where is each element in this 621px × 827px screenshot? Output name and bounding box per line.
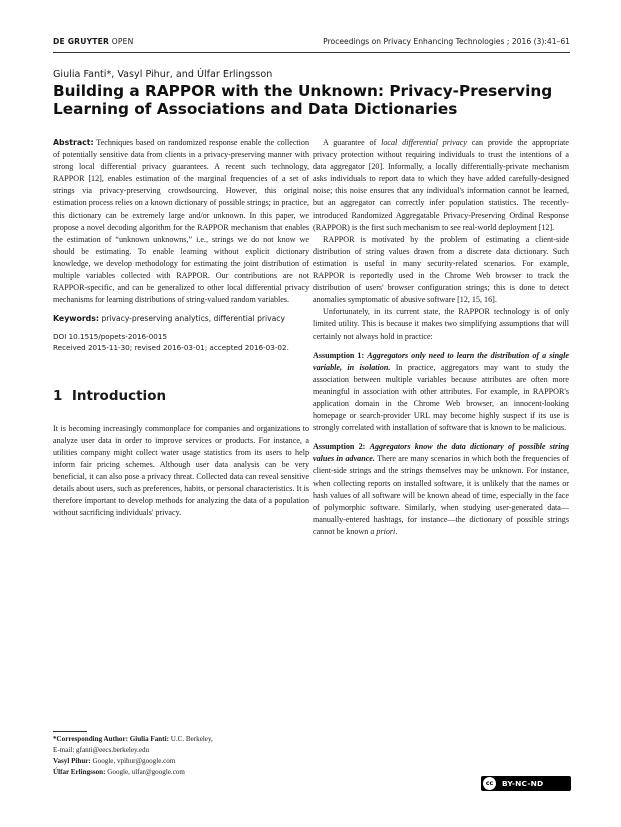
paragraph-limitations: Unfortunately, in its current state, the RAPPOR technology is of only limited utility. This is because it makes two simplifying assumptions that will certainly not always hold in practice: [313, 307, 569, 341]
abstract [53, 137, 309, 306]
p1-italic: local differential privacy [381, 138, 467, 147]
license-label: BY-NC-ND [502, 779, 544, 788]
corresponding-affil: U.C. Berkeley, [168, 735, 213, 743]
assumption-2-end: . [395, 526, 398, 536]
publisher-bold: DE GRUYTER [53, 37, 110, 46]
assumption-1-text: In practice, aggregators may want to study the association between multiple variables because attributes are often more meaningful in association with other attributes. For example, in RAPPOR's application domain in the Chrome Web browser, an innocent-looking homepage or search-provider URL may become highly suspect if its use is strongly correlated with installation of software that is known to be malicious. [313, 362, 569, 433]
keywords-label: Keywords: [53, 314, 100, 324]
left-column [53, 137, 309, 519]
section-title: Introduction [71, 388, 167, 405]
publisher-rest: OPEN [109, 37, 134, 46]
section-number: 1 [53, 388, 63, 405]
p1-before: A guarantee of [323, 138, 382, 147]
assumption-2 [313, 441, 569, 538]
right-column [313, 137, 569, 538]
assumption-1-label: Assumption 1: [313, 350, 365, 360]
assumption-2-text: There are many scenarios in which both the frequencies of client-side strings and the strings themselves may be unknown. For instance, when collecting reports on installed software, it is unlikely that the names or hash values of all software will be known ahead of time, especially in the face of polymorphic software. Similarly, when studying user-generated data—manually-entered hashtags, for instance—the dictionary of possible strings cannot be known [313, 454, 569, 536]
paragraph-rappor-motivation: RAPPOR is motivated by the problem of estimating a client-side distribution of string values drawn from a discrete data dictionary. Such estimation is useful in many security-related scenarios. For example, RAPPOR is reportedly used in the Chrome Web browser to track the distribution of users' browser configuration strings; this is done to detect anomalies symptomatic of abusive software [12, 15, 16]. [313, 234, 569, 305]
footnotes [53, 734, 309, 778]
paragraph-local-dp [313, 137, 569, 234]
footnote-corresponding [53, 734, 309, 745]
pihur-label: Vasyl Pihur: [53, 757, 91, 765]
creative-commons-icon: cc [483, 777, 496, 790]
journal-citation: Proceedings on Privacy Enhancing Technologies ; 2016 (3):41–61 [323, 37, 570, 46]
abstract-text: Techniques based on randomized response enable the collection of potentially sensitive data from clients in a privacy-preserving manner with strong local differential privacy guarantees. A recent such technology, RAPPOR [12], enables estimation of the marginal frequencies of a set of strings via privacy-preserving crowdsourcing. However, this original estimation process relies on a known dictionary of possible strings; in practice, this dictionary can be extremely large and/or unknown. In this paper, we propose a novel decoding algorithm for the RAPPOR mechanism that enables the estimation of “unknown unknowns,” i.e., strings we do not know we should be estimating. To enable learning without explicit dictionary knowledge, we develop methodology for estimating the joint distribution of multiple variables collected with RAPPOR. Our contributions are not RAPPOR-specific, and can be generalized to other local differential privacy mechanisms for learning distributions of string-valued random variables. [53, 138, 309, 305]
assumption-1 [313, 350, 569, 435]
publisher-name [53, 37, 134, 46]
cc-license-badge[interactable] [481, 776, 571, 791]
abstract-label: Abstract: [53, 138, 94, 147]
keywords-text: privacy-preserving analytics, differential privacy [99, 314, 285, 324]
erlingsson-text: Google, ulfar@google.com [105, 768, 185, 776]
corresponding-label: *Corresponding Author: Giulia Fanti: [53, 735, 169, 743]
footnote-rule [53, 731, 87, 732]
author-list: Giulia Fanti*, Vasyl Pihur, and Úlfar Erlingsson [53, 69, 273, 80]
footnote-erlingsson [53, 767, 309, 778]
pihur-text: Google, vpihur@google.com [90, 757, 176, 765]
section-heading [53, 388, 309, 405]
header-rule [53, 52, 570, 53]
doi: DOI 10.1515/popets-2016-0015 [53, 332, 168, 342]
paper-title: Building a RAPPOR with the Unknown: Privacy-Preserving Learning of Associations and Data Dictionaries [53, 82, 553, 118]
assumption-2-label: Assumption 2: [313, 442, 366, 452]
doi-block [53, 332, 309, 353]
intro-paragraph: It is becoming increasingly commonplace for companies and organizations to analyze user data in order to improve services or products. For instance, a utilities company might collect water usage statistics from its users to help inform fair pricing schemes. Although user data analysis can be very beneficial, it can also pose a privacy threat. Collected data can reveal sensitive details about users, such as preferences, habits, or personal characteristics. It is therefore important to develop methods for analyzing the data of a population without sacrificing individuals' privacy. [53, 423, 309, 518]
erlingsson-label: Úlfar Erlingsson: [53, 768, 106, 776]
p1-after: can provide the appropriate privacy protection without requiring individuals to trust the intentions of a data aggregator [20]. Informally, a locally differentially-private mechanism asks individuals to report data to which they have added carefully-designed noise; this noise ensures that any individual's information cannot be learned, but an aggregator can correctly infer population statistics. The recently-introduced Randomized Aggregatable Privacy-Preserving Ordinal Response (RAPPOR) is the first such mechanism to see real-world deployment [12]. [313, 138, 569, 232]
assumption-2-italic-end: a priori [370, 526, 396, 536]
footnote-pihur [53, 756, 309, 767]
received-dates: Received 2015-11-30; revised 2016-03-01; accepted 2016-03-02. [53, 342, 289, 352]
keywords [53, 313, 309, 325]
assumption-1-statement: Aggregators only need to learn the distribution of a single variable, in isolation. [313, 350, 570, 372]
assumption-2-statement: Aggregators know the data dictionary of possible string values in advance. [313, 442, 570, 464]
running-header [53, 36, 570, 50]
footnote-email: E-mail: gfanti@eecs.berkeley.edu [53, 746, 150, 754]
